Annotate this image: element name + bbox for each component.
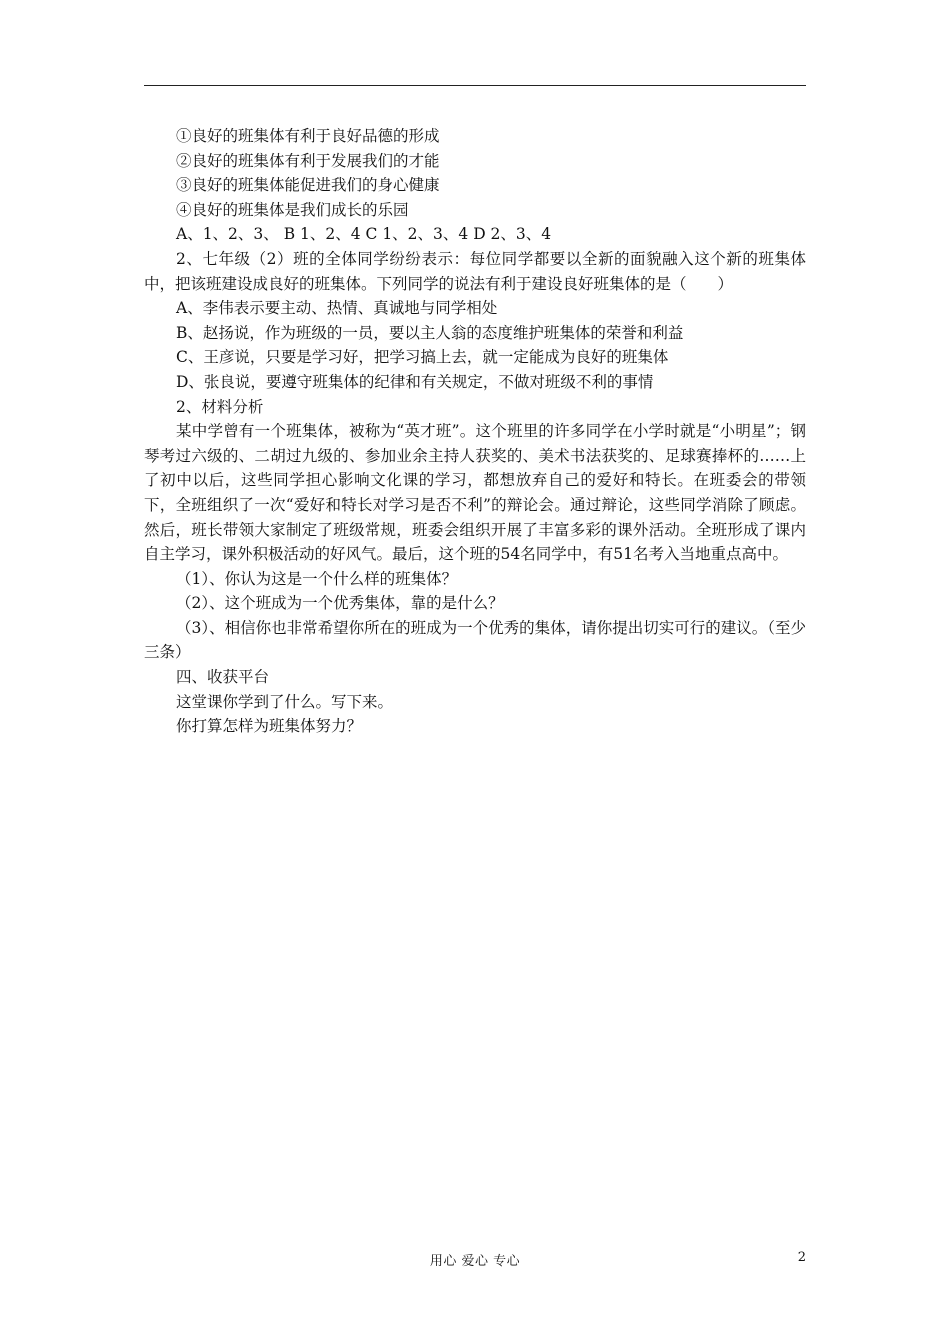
footer-motto: 用心 爱心 专心 xyxy=(429,1254,521,1269)
harvest-prompt-1: 这堂课你学到了什么。写下来。 xyxy=(176,692,394,711)
page-number: 2 xyxy=(797,1250,806,1265)
harvest-prompt-2: 你打算怎样为班集体努力？ xyxy=(176,717,363,736)
option-d: D、张良说，要遵守班集体的纪律和有关规定，不做对班级不利的事情 xyxy=(176,372,654,391)
section-heading-harvest: 四、收获平台 xyxy=(176,668,270,687)
section-heading-material-analysis: 2、材料分析 xyxy=(176,397,264,416)
material-passage: 某中学曾有一个班集体，被称为“英才班”。这个班里的许多同学在小学时就是“小明星”；钢琴考过六级的、二胡过九级的、参加业余主持人获奖的、美术书法获奖的、足球赛捧杯的……上了初中以后，这些同学担心影响文化课的学习，都想放弃自己的爱好和特长。在班委会的带领下，全班组织了一次“爱好和特长对学习是否不利”的辩论会。通过辩论，这些同学消除了顾虑。然后，班长带领大家制定了班级常规，班委会组织开展了丰富多彩的课外活动。全班形成了课内自主学习，课外积极活动的好风气。最后，这个班的54名同学中，有51名考入当地重点高中。 xyxy=(144,422,806,564)
statement-2: ②良好的班集体有利于发展我们的才能 xyxy=(176,151,440,170)
question-2: 2、七年级（2）班的全体同学纷纷表示：每位同学都要以全新的面貌融入这个新的班集体中，把该班建设成良好的班集体。下列同学的说法有利于建设良好班集体的是（ ） xyxy=(144,249,806,293)
sub-question-3: （3）、相信你也非常希望你所在的班成为一个优秀的集体，请你提出切实可行的建议。（至少三条） xyxy=(144,618,806,662)
option-b: B、赵扬说，作为班级的一员，要以主人翁的态度维护班集体的荣誉和利益 xyxy=(176,323,684,342)
option-a: A、李伟表示要主动、热情、真诚地与同学相处 xyxy=(176,299,498,318)
header-rule xyxy=(144,85,806,86)
option-c: C、王彦说，只要是学习好，把学习搞上去，就一定能成为良好的班集体 xyxy=(176,348,669,367)
statement-3: ③良好的班集体能促进我们的身心健康 xyxy=(176,176,440,195)
document-body xyxy=(144,124,806,739)
sub-question-2: （2）、这个班成为一个优秀集体，靠的是什么？ xyxy=(176,594,504,613)
statement-1: ①良好的班集体有利于良好品德的形成 xyxy=(176,127,440,145)
answer-options-q1: A、1、2、3、 B 1、2、4 C 1、2、3、4 D 2、3、4 xyxy=(176,225,552,244)
statement-4: ④良好的班集体是我们成长的乐园 xyxy=(176,200,409,219)
sub-question-1: （1）、你认为这是一个什么样的班集体？ xyxy=(176,569,458,588)
